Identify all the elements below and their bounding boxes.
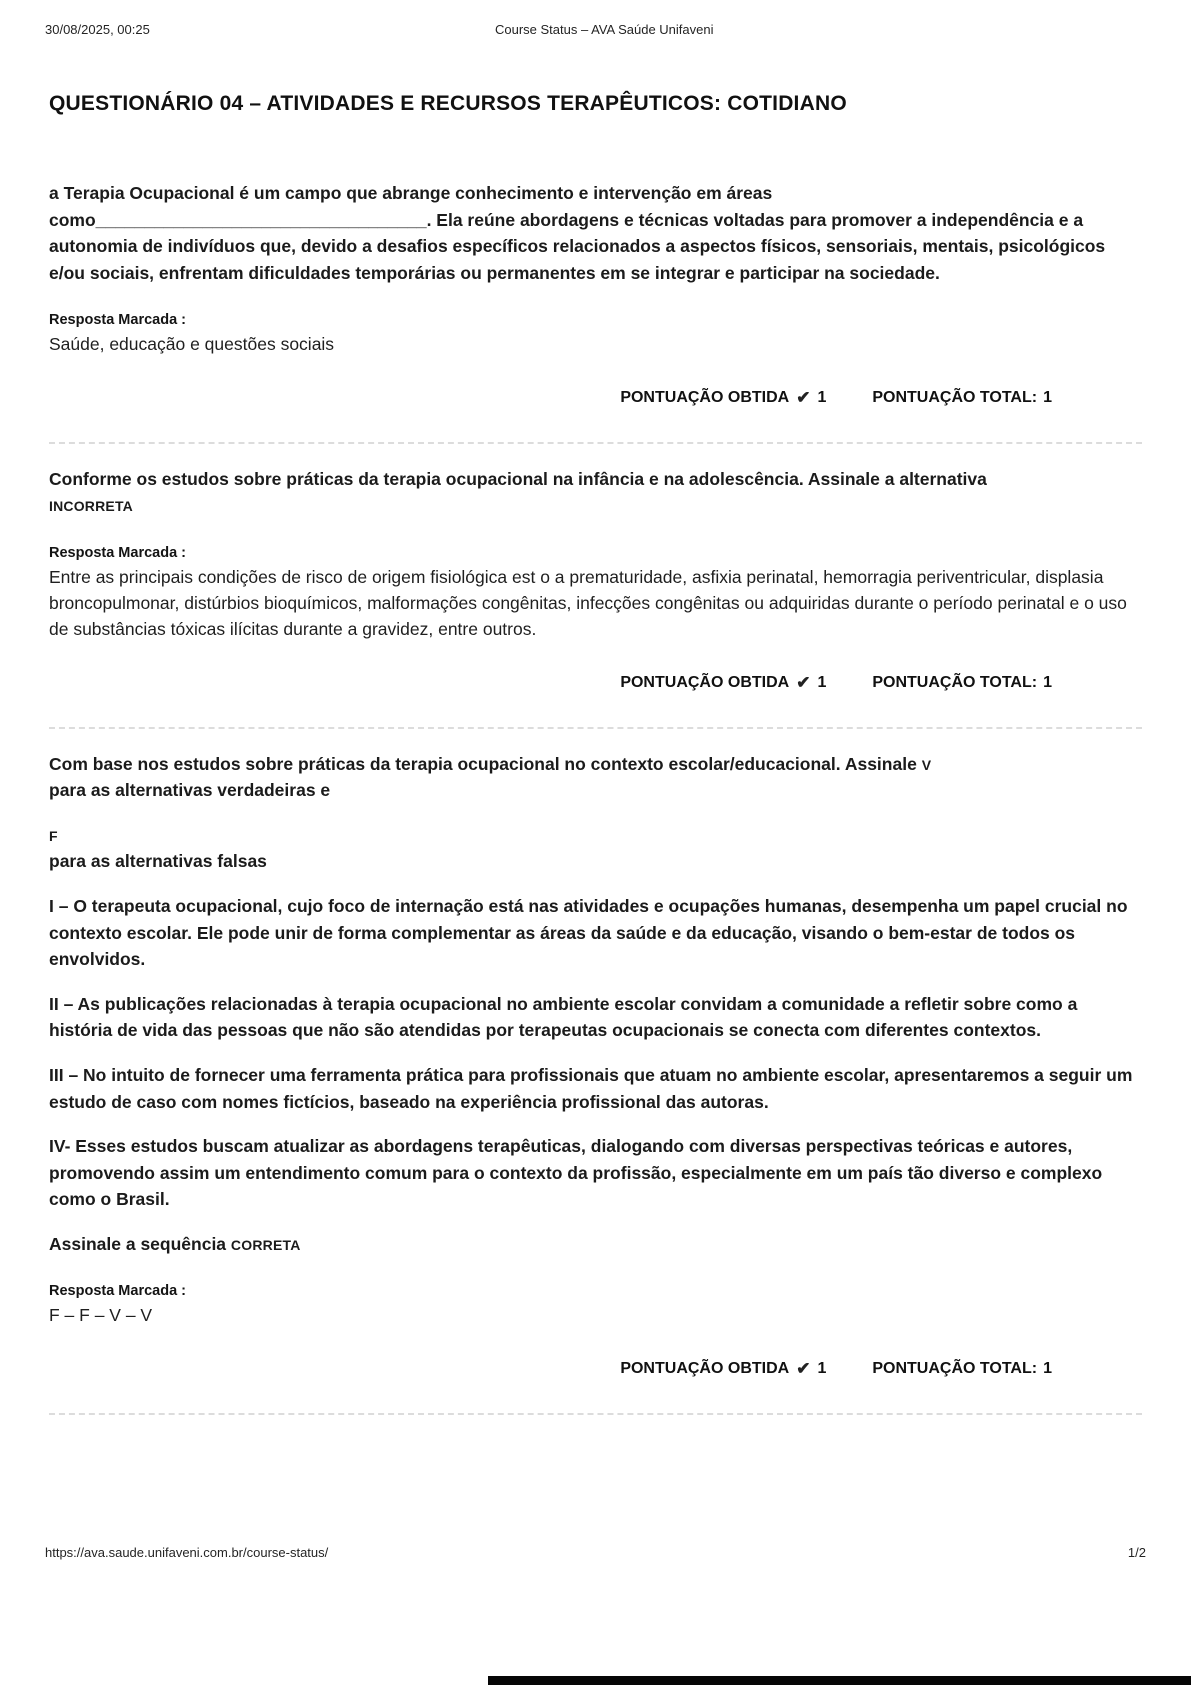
question-2-emphasis: INCORRETA <box>49 498 133 515</box>
sequence-prompt-text: Assinale a sequência <box>49 1233 227 1254</box>
sequence-prompt-emphasis: CORRETA <box>230 1236 301 1253</box>
question-3-intro <box>49 751 1142 804</box>
question-2 <box>49 466 1142 729</box>
score-total <box>872 389 1052 407</box>
question-3-false-text: para as alternativas falsas <box>49 851 267 872</box>
score-total <box>872 1360 1052 1378</box>
score-obtained-value: 1 <box>817 673 827 691</box>
question-2-text <box>49 466 1142 519</box>
score-obtained <box>620 673 826 693</box>
page-content <box>0 92 1191 1415</box>
score-obtained-label: PONTUAÇÃO OBTIDA <box>620 388 790 406</box>
question-3-false-line <box>49 822 1142 875</box>
statement-item-3: III – No intuito de fornecer uma ferramenta prática para profissionais que atuam no ambiente escolar, apresentaremos a seguir um estudo de caso com nomes fictícios, baseado na experiência profissional das autoras. <box>49 1064 1133 1112</box>
score-total-label: PONTUAÇÃO TOTAL: <box>872 1359 1038 1377</box>
answer-label: Resposta Marcada : <box>49 312 186 329</box>
score-total-label: PONTUAÇÃO TOTAL: <box>872 388 1038 406</box>
print-page-indicator: 1/2 <box>1127 1545 1146 1560</box>
score-total-value: 1 <box>1043 1359 1052 1377</box>
statement-item-2: II – As publicações relacionadas à terapia ocupacional no ambiente escolar convidam a comunidade a refletir sobre como a história de vida das pessoas que não são atendidas por terapeutas ocupacionais se conecta com diferentes contextos. <box>49 993 1078 1041</box>
quiz-title: QUESTIONÁRIO 04 – ATIVIDADES E RECURSOS TERAPÊUTICOS: COTIDIANO <box>49 92 847 115</box>
score-obtained <box>620 1359 826 1379</box>
score-row <box>49 388 1142 408</box>
score-obtained-label: PONTUAÇÃO OBTIDA <box>620 1359 790 1377</box>
answer-label: Resposta Marcada : <box>49 544 186 561</box>
marked-answer: Entre as principais condições de risco de origem fisiológica est o a prematuridade, asfixia perinatal, hemorragia periventricular, displasia broncopulmonar, distúrbios bioquímicos, malformações congênitas, infecções congênitas ou adquiridas durante o período perinatal e o uso de substâncias tóxicas ilícitas durante a gravidez, entre outros. <box>49 566 1127 640</box>
score-obtained <box>620 388 826 408</box>
question-2-body: Conforme os estudos sobre práticas da terapia ocupacional na infância e na adolescência. Assinale a alternativa <box>49 468 987 489</box>
print-url: https://ava.saude.unifaveni.com.br/course-status/ <box>45 1545 329 1560</box>
score-total-value: 1 <box>1043 388 1052 406</box>
statement-item-4: IV- Esses estudos buscam atualizar as abordagens terapêuticas, dialogando com diversas perspectivas teóricas e autores, promovendo assim um entendimento comum para o contexto da profissão, especialmente em um país tão diverso e complexo como o Brasil. <box>49 1136 1103 1210</box>
section-divider <box>49 1413 1142 1415</box>
question-3-true-text: para as alternativas verdadeiras e <box>49 780 331 801</box>
question-1-text: a Terapia Ocupacional é um campo que abrange conhecimento e intervenção em áreas como__________________________________. Ela reúne abordagens e técnicas voltadas para promover a independência e a autonomia de indivíduos que, devido a desafios específicos relacionados a aspectos físicos, sensoriais, mentais, psicológicos e/ou sociais, enfrentam dificuldades temporárias ou permanentes em se integrar e participar na sociedade. <box>49 183 1106 283</box>
score-obtained-value: 1 <box>817 388 827 406</box>
section-divider <box>49 727 1142 729</box>
section-divider <box>49 442 1142 444</box>
question-1 <box>49 180 1142 444</box>
sequence-prompt <box>49 1231 1142 1258</box>
answer-label: Resposta Marcada : <box>49 1283 186 1300</box>
question-3 <box>49 751 1142 1415</box>
marked-answer: F – F – V – V <box>49 1305 153 1326</box>
print-doc-title: Course Status – AVA Saúde Unifaveni <box>494 22 714 37</box>
question-3-false-letter: F <box>49 827 58 844</box>
marked-answer: Saúde, educação e questões sociais <box>49 334 335 355</box>
bottom-taskbar-fragment <box>488 1676 1191 1685</box>
print-datetime: 30/08/2025, 00:25 <box>45 22 150 37</box>
score-row <box>49 1359 1142 1379</box>
check-icon: ✔ <box>796 1358 811 1378</box>
score-obtained-label: PONTUAÇÃO OBTIDA <box>620 673 790 691</box>
check-icon: ✔ <box>796 387 811 407</box>
question-3-true-letter: V <box>921 756 932 773</box>
score-total <box>872 674 1052 692</box>
print-footer <box>45 1545 1146 1560</box>
check-icon: ✔ <box>796 672 811 692</box>
score-row <box>49 673 1142 693</box>
score-total-value: 1 <box>1043 673 1052 691</box>
statement-item-1: I – O terapeuta ocupacional, cujo foco de internação está nas atividades e ocupações humanas, desempenha um papel crucial no contexto escolar. Ele pode unir de forma complementar as áreas da saúde e da educação, visando o bem-estar de todos os envolvidos. <box>49 895 1128 970</box>
score-obtained-value: 1 <box>817 1359 827 1377</box>
score-total-label: PONTUAÇÃO TOTAL: <box>872 673 1038 691</box>
print-header <box>0 0 1191 40</box>
question-3-intro-text: Com base nos estudos sobre práticas da terapia ocupacional no contexto escolar/educacional. Assinale <box>49 753 917 774</box>
